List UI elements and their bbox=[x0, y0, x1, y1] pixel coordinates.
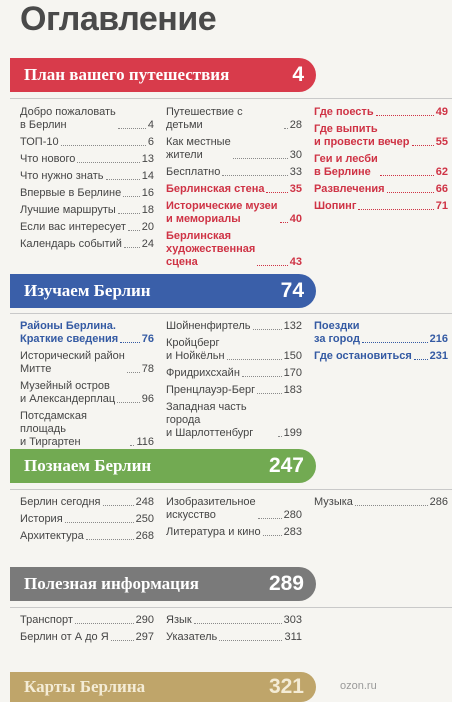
toc-entry[interactable] bbox=[20, 187, 154, 200]
toc-entry-title: Указатель bbox=[166, 631, 218, 643]
toc-entry-page: 199 bbox=[283, 427, 302, 439]
toc-entry-title: Добро пожаловать в Берлин bbox=[20, 106, 116, 131]
dot-leader bbox=[278, 436, 282, 437]
dot-leader bbox=[120, 342, 140, 343]
toc-entry-page: 311 bbox=[284, 631, 302, 643]
toc-entry[interactable] bbox=[166, 320, 302, 333]
dot-leader bbox=[118, 213, 140, 214]
toc-entry-title: Районы Берлина. Краткие сведения bbox=[20, 320, 119, 345]
dot-leader bbox=[263, 535, 282, 536]
toc-entry-title: Берлин сегодня bbox=[20, 496, 101, 508]
section-title: Познаем Берлин bbox=[24, 456, 152, 475]
dot-leader bbox=[127, 372, 140, 373]
dot-leader bbox=[242, 376, 282, 377]
toc-entry-title: Изобразительное искусство bbox=[166, 496, 256, 521]
toc-entry[interactable] bbox=[20, 238, 154, 251]
toc-entry[interactable] bbox=[20, 614, 154, 627]
toc-entry[interactable] bbox=[20, 350, 154, 376]
toc-entry-page: 286 bbox=[429, 496, 448, 508]
toc-entry-title: Поездки за город bbox=[314, 320, 360, 345]
toc-column bbox=[20, 320, 154, 453]
toc-entry-page: 4 bbox=[147, 119, 154, 131]
dot-leader bbox=[414, 359, 428, 360]
toc-entry-page: 248 bbox=[135, 496, 154, 508]
section-page: 4 bbox=[292, 63, 304, 86]
toc-entry-page: 78 bbox=[141, 363, 154, 375]
toc-column bbox=[166, 320, 302, 444]
toc-entry[interactable] bbox=[20, 320, 154, 346]
dot-leader bbox=[253, 329, 282, 330]
toc-entry-page: 35 bbox=[289, 183, 302, 195]
toc-entry-page: 62 bbox=[435, 166, 448, 178]
toc-entry-page: 76 bbox=[141, 333, 154, 345]
toc-entry-page: 16 bbox=[141, 187, 154, 199]
toc-entry[interactable] bbox=[20, 204, 154, 217]
toc-entry[interactable] bbox=[314, 153, 448, 179]
section-banner-explore[interactable] bbox=[10, 274, 316, 308]
toc-entry-page: 216 bbox=[429, 333, 448, 345]
dot-leader bbox=[65, 522, 134, 523]
toc-entry-title: Пренцлауэр-Берг bbox=[166, 384, 256, 396]
section-banner-info[interactable] bbox=[10, 567, 316, 601]
dot-leader bbox=[222, 175, 287, 176]
section-title: Полезная информация bbox=[24, 574, 199, 593]
toc-entry[interactable] bbox=[166, 183, 302, 196]
toc-entry-page: 170 bbox=[283, 367, 302, 379]
toc-entry[interactable] bbox=[166, 337, 302, 363]
toc-entry[interactable] bbox=[20, 631, 154, 644]
toc-entry-title: Исторические музеи и мемориалы bbox=[166, 200, 278, 225]
toc-entry-page: 20 bbox=[141, 221, 154, 233]
dot-leader bbox=[362, 342, 428, 343]
toc-entry-page: 183 bbox=[283, 384, 302, 396]
toc-entry-page: 280 bbox=[283, 509, 302, 521]
dot-leader bbox=[86, 539, 134, 540]
toc-entry-page: 28 bbox=[289, 119, 302, 131]
toc-entry-title: Впервые в Берлине bbox=[20, 187, 122, 199]
toc-entry-page: 116 bbox=[136, 436, 154, 448]
toc-entry-title: Музыка bbox=[314, 496, 353, 508]
toc-entry[interactable] bbox=[20, 153, 154, 166]
dot-leader bbox=[257, 393, 281, 394]
dot-leader bbox=[130, 445, 134, 446]
dot-leader bbox=[123, 196, 140, 197]
toc-entry-title: Бесплатно bbox=[166, 166, 221, 178]
dot-leader bbox=[412, 145, 434, 146]
toc-entry[interactable] bbox=[166, 496, 302, 522]
section-banner-know[interactable] bbox=[10, 449, 316, 483]
toc-entry[interactable] bbox=[314, 200, 448, 213]
dot-leader bbox=[75, 623, 134, 624]
toc-entry-title: Западная часть города и Шарлоттенбург bbox=[166, 401, 254, 439]
toc-column bbox=[20, 614, 154, 648]
toc-entry-title: Берлин от А до Я bbox=[20, 631, 109, 643]
toc-entry-title: Берлинская стена bbox=[166, 183, 265, 195]
toc-entry-title: Язык bbox=[166, 614, 192, 626]
dot-leader bbox=[219, 640, 282, 641]
dot-leader bbox=[118, 128, 146, 129]
toc-entry-title: Лучшие маршруты bbox=[20, 204, 116, 216]
toc-entry-page: 297 bbox=[135, 631, 154, 643]
toc-entry[interactable] bbox=[20, 221, 154, 234]
page-title: Оглавление bbox=[20, 0, 217, 38]
toc-entry[interactable] bbox=[20, 380, 154, 406]
toc-entry-title: Исторический район Митте bbox=[20, 350, 125, 375]
toc-column bbox=[166, 614, 302, 648]
toc-entry-page: 96 bbox=[141, 393, 154, 405]
toc-entry-title: Берлинская художественная сцена bbox=[166, 230, 256, 268]
dot-leader bbox=[124, 247, 140, 248]
dot-leader bbox=[355, 505, 428, 506]
toc-entry-title: Архитектура bbox=[20, 530, 84, 542]
toc-entry-title: Что нужно знать bbox=[20, 170, 104, 182]
section-page: 74 bbox=[280, 279, 304, 302]
section-banner-plan[interactable] bbox=[10, 58, 316, 92]
toc-entry-page: 71 bbox=[435, 200, 448, 212]
toc-entry-title: Что нового bbox=[20, 153, 76, 165]
toc-entry-page: 150 bbox=[283, 350, 302, 362]
toc-entry-page: 66 bbox=[435, 183, 448, 195]
toc-entry-title: Путешествие с детьми bbox=[166, 106, 243, 131]
toc-entry-title: Где остановиться bbox=[314, 350, 412, 362]
dot-leader bbox=[266, 192, 287, 193]
divider bbox=[10, 607, 452, 608]
toc-entry-page: 18 bbox=[141, 204, 154, 216]
toc-entry[interactable] bbox=[166, 526, 302, 539]
toc-entry-title: Шопинг bbox=[314, 200, 357, 212]
section-page: 247 bbox=[268, 454, 304, 477]
toc-entry-title: Кройцберг и Нойкёльн bbox=[166, 337, 225, 362]
toc-entry-page: 6 bbox=[147, 136, 154, 148]
toc-entry[interactable] bbox=[20, 170, 154, 183]
toc-entry-title: Шойненфиртель bbox=[166, 320, 251, 332]
toc-column bbox=[20, 496, 154, 547]
toc-entry-page: 14 bbox=[141, 170, 154, 182]
dot-leader bbox=[258, 518, 282, 519]
toc-entry-title: Где выпить и провести вечер bbox=[314, 123, 410, 148]
toc-entry-page: 43 bbox=[289, 256, 302, 268]
toc-column bbox=[314, 320, 448, 367]
toc-entry-title: Календарь событий bbox=[20, 238, 122, 250]
dot-leader bbox=[233, 158, 288, 159]
toc-entry-title: Литература и кино bbox=[166, 526, 261, 538]
toc-entry[interactable] bbox=[314, 183, 448, 196]
toc-entry-title: Развлечения bbox=[314, 183, 385, 195]
toc-entry-page: 13 bbox=[141, 153, 154, 165]
toc-entry[interactable] bbox=[166, 614, 302, 627]
toc-entry[interactable] bbox=[314, 496, 448, 509]
toc-column bbox=[166, 106, 302, 273]
dot-leader bbox=[61, 145, 146, 146]
toc-entry-page: 250 bbox=[135, 513, 154, 525]
section-page: 321 bbox=[268, 675, 304, 698]
toc-entry[interactable] bbox=[166, 367, 302, 380]
dot-leader bbox=[194, 623, 282, 624]
toc-entry[interactable] bbox=[20, 496, 154, 509]
toc-entry[interactable] bbox=[166, 200, 302, 226]
dot-leader bbox=[117, 402, 140, 403]
toc-entry-title: Музейный остров и Александерплац bbox=[20, 380, 116, 405]
section-title: Карты Берлина bbox=[24, 677, 146, 696]
toc-entry-page: 40 bbox=[289, 213, 302, 225]
section-banner-maps[interactable] bbox=[10, 672, 316, 702]
dot-leader bbox=[358, 209, 433, 210]
toc-entry[interactable] bbox=[20, 136, 154, 149]
dot-leader bbox=[227, 359, 282, 360]
toc-entry-page: 303 bbox=[283, 614, 302, 626]
toc-entry-page: 268 bbox=[135, 530, 154, 542]
toc-entry-title: Как местные жители bbox=[166, 136, 231, 161]
dot-leader bbox=[257, 265, 287, 266]
toc-entry[interactable] bbox=[20, 530, 154, 543]
dot-leader bbox=[77, 162, 139, 163]
toc-entry[interactable] bbox=[314, 320, 448, 346]
toc-entry[interactable] bbox=[166, 136, 302, 162]
toc-entry[interactable] bbox=[314, 106, 448, 119]
divider bbox=[10, 489, 452, 490]
toc-entry-title: Фридрихсхайн bbox=[166, 367, 240, 379]
dot-leader bbox=[380, 175, 434, 176]
dot-leader bbox=[387, 192, 434, 193]
dot-leader bbox=[103, 505, 134, 506]
dot-leader bbox=[284, 128, 288, 129]
toc-entry-title: Транспорт bbox=[20, 614, 73, 626]
divider bbox=[10, 313, 452, 314]
watermark: ozon.ru bbox=[340, 680, 377, 692]
toc-entry[interactable] bbox=[166, 384, 302, 397]
toc-entry[interactable] bbox=[166, 401, 302, 440]
dot-leader bbox=[128, 230, 140, 231]
toc-entry-page: 132 bbox=[283, 320, 302, 332]
section-title: Изучаем Берлин bbox=[24, 281, 151, 300]
toc-entry[interactable] bbox=[20, 410, 154, 449]
toc-entry[interactable] bbox=[20, 513, 154, 526]
toc-entry[interactable] bbox=[166, 631, 302, 644]
toc-column bbox=[166, 496, 302, 543]
toc-entry[interactable] bbox=[166, 106, 302, 132]
toc-entry-page: 55 bbox=[435, 136, 448, 148]
toc-entry-page: 49 bbox=[435, 106, 448, 118]
toc-entry-page: 290 bbox=[135, 614, 154, 626]
toc-entry-page: 231 bbox=[429, 350, 448, 362]
toc-entry-title: Если вас интересует bbox=[20, 221, 126, 233]
section-title: План вашего путешествия bbox=[24, 65, 230, 84]
toc-entry[interactable] bbox=[314, 350, 448, 363]
toc-entry-page: 283 bbox=[283, 526, 302, 538]
toc-entry-page: 30 bbox=[289, 149, 302, 161]
dot-leader bbox=[111, 640, 134, 641]
toc-entry[interactable] bbox=[314, 123, 448, 149]
dot-leader bbox=[280, 222, 288, 223]
toc-column bbox=[20, 106, 154, 255]
toc-entry-title: История bbox=[20, 513, 63, 525]
toc-column bbox=[314, 106, 448, 217]
toc-entry-title: Где поесть bbox=[314, 106, 374, 118]
toc-entry[interactable] bbox=[166, 230, 302, 269]
section-page: 289 bbox=[268, 572, 304, 595]
toc-entry-title: Потсдамская площадь и Тиргартен bbox=[20, 410, 87, 448]
dot-leader bbox=[376, 115, 434, 116]
dot-leader bbox=[106, 179, 140, 180]
toc-entry[interactable] bbox=[20, 106, 154, 132]
toc-entry-page: 33 bbox=[289, 166, 302, 178]
toc-entry-page: 24 bbox=[141, 238, 154, 250]
toc-entry-title: ТОП-10 bbox=[20, 136, 59, 148]
toc-entry-title: Геи и лесби в Берлине bbox=[314, 153, 378, 178]
divider bbox=[10, 98, 452, 99]
toc-column bbox=[314, 496, 448, 513]
toc-entry[interactable] bbox=[166, 166, 302, 179]
